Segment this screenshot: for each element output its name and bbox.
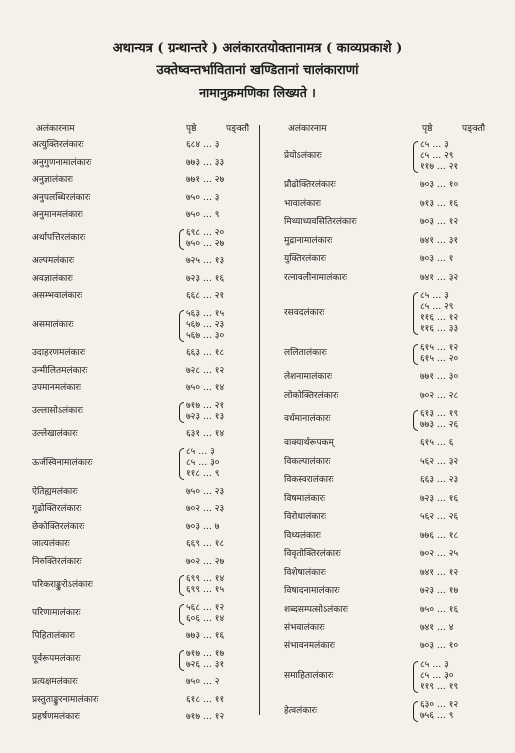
entry-name: विषमालंकारः <box>284 493 326 504</box>
entry-refs <box>186 429 224 440</box>
header-name: अलंकारनाम <box>288 124 327 134</box>
page-line-ref: ७१७ … २१ <box>186 400 225 411</box>
entry-refs <box>186 649 224 671</box>
index-entry <box>26 522 256 540</box>
index-entry <box>278 180 498 198</box>
index-entry <box>278 605 498 623</box>
page-line-ref: ७२३ … १३ <box>186 411 225 422</box>
page-line-ref: ७०२ … २८ <box>420 390 459 401</box>
page-line-ref: ६१८ … ११ <box>186 694 225 705</box>
entry-refs <box>186 309 224 342</box>
index-entry <box>26 210 256 228</box>
page-line-ref: ५६२ … ३२ <box>420 456 459 467</box>
brace-icon <box>179 229 184 250</box>
entry-name: विषादनामालंकारः <box>284 586 340 597</box>
entry-refs <box>186 487 224 498</box>
page-line-ref: ८५ … ३ <box>420 140 449 150</box>
entry-refs <box>420 660 458 693</box>
page-line-ref: ७७१ … ३० <box>420 372 459 383</box>
header-line: पङ्क्तौ <box>462 124 486 134</box>
page-line-ref: ११८ … ९ <box>186 468 220 479</box>
entry-refs <box>186 366 224 377</box>
entry-refs <box>420 140 458 173</box>
page-line-ref: ६९९ … १५ <box>186 585 225 596</box>
page-line-ref: ८५ … ३ <box>186 446 215 457</box>
entry-refs <box>420 199 458 210</box>
index-entry <box>278 531 498 549</box>
index-entry <box>26 677 256 695</box>
header-page: पृष्ठे <box>186 124 197 134</box>
page-line-ref: ६९९ … १४ <box>186 574 225 585</box>
entry-refs <box>420 475 458 486</box>
entry-name: अवज्ञालंकारः <box>32 273 73 284</box>
page-line-ref: ७०२ … २५ <box>420 549 459 560</box>
entry-refs <box>420 549 458 560</box>
brace-icon <box>413 661 418 693</box>
brace-icon <box>413 141 418 173</box>
page-header <box>0 38 515 104</box>
page-line-ref: ७०३ … १० <box>420 641 459 652</box>
entry-name: ऊर्जस्विनामालंकारः <box>32 457 93 468</box>
entry-refs <box>420 494 458 505</box>
index-entry <box>26 309 256 349</box>
index-entry <box>278 586 498 604</box>
brace-icon <box>413 292 418 335</box>
index-entry <box>26 366 256 384</box>
index-entry <box>278 700 498 729</box>
left-column <box>26 124 256 730</box>
brace-icon <box>179 575 184 596</box>
page-line-ref: ७५० … १६ <box>420 604 459 615</box>
entry-name: परिणामालंकारः <box>32 608 81 619</box>
entry-name: विरोधालंकारः <box>284 512 327 523</box>
page-line-ref: ५६७ … २३ <box>186 319 225 330</box>
left-column-header <box>26 124 256 140</box>
entry-name: अल्पमलंकारः <box>32 256 75 267</box>
right-column <box>278 124 498 730</box>
page-line-ref: ६६९ … १८ <box>186 539 225 550</box>
index-entry <box>26 557 256 575</box>
index-entry <box>26 574 256 603</box>
index-entry <box>278 372 498 390</box>
page-line-ref: ७२८ … १२ <box>186 365 225 376</box>
page-line-ref: ५६२ … २६ <box>420 512 459 523</box>
page-line-ref: ११७ … २१ <box>420 162 459 172</box>
index-entry <box>26 383 256 401</box>
entry-name: गूढोक्तिरलंकारः <box>32 504 82 515</box>
entry-name: अनुमानमलंकारः <box>32 210 83 221</box>
entry-refs <box>420 372 458 383</box>
index-entry <box>26 274 256 292</box>
page-line-ref: ८५ … ३० <box>186 457 220 468</box>
page-line-ref: ७७६ … १८ <box>420 530 459 541</box>
brace-icon <box>179 604 184 625</box>
page-line-ref: ८५ … २९ <box>420 151 454 161</box>
page-line-ref: ११६ … ३३ <box>420 324 459 335</box>
index-entry <box>278 475 498 493</box>
entry-name: युक्तिरलंकारः <box>284 254 327 265</box>
entry-refs <box>186 348 224 359</box>
entry-refs <box>186 383 224 394</box>
page-line-ref: ६६३ … २३ <box>420 475 459 486</box>
entry-name: प्रस्तुताङ्कुरनामालंकारः <box>32 694 99 705</box>
page-line-ref: ६१५ … २० <box>420 353 459 364</box>
index-entry <box>26 140 256 158</box>
page-line-ref: ११६ … १२ <box>420 313 459 324</box>
index-entry <box>278 254 498 272</box>
entry-name: लोकोक्तिरलंकारः <box>284 390 339 401</box>
index-entry <box>278 409 498 438</box>
page-line-ref: ७२६ … ३१ <box>186 659 225 670</box>
entry-refs <box>186 291 224 302</box>
page-line-ref: ७०२ … २७ <box>186 556 225 567</box>
entry-name: संभावनमलंकारः <box>284 641 335 652</box>
entry-name: परिकराङ्कुरोऽलंकारः <box>32 579 93 590</box>
entry-refs <box>420 273 458 284</box>
index-entry <box>278 494 498 512</box>
page-line-ref: ७१७ … १२ <box>186 712 225 723</box>
entry-name: पिहितालंकारः <box>32 631 75 642</box>
index-entry <box>278 291 498 342</box>
entry-name: अनुगुणनामालंकारः <box>32 157 92 168</box>
page-line-ref: ७०३ … १२ <box>420 217 459 228</box>
entry-name: प्रेयोऽलंकारः <box>284 151 322 161</box>
entry-name: छेकोक्तिरलंकारः <box>32 521 85 532</box>
entry-name: हेत्वलंकारः <box>284 705 318 716</box>
entry-refs <box>186 256 224 267</box>
header-line-1: अथान्यत्र ( ग्रन्थान्तरे ) अलंकारतयोक्तानामत्र ( काव्यप्रकाशे ) <box>112 41 403 56</box>
entry-refs <box>420 700 458 722</box>
page-line-ref: ७५० … १४ <box>186 383 225 394</box>
entry-name: जात्यलंकारः <box>32 539 70 550</box>
index-entry <box>278 273 498 291</box>
brace-icon <box>413 701 418 722</box>
entry-refs <box>420 568 458 579</box>
entry-refs <box>186 447 219 480</box>
entry-name: असमालंकारः <box>32 319 74 330</box>
brace-icon <box>413 410 418 431</box>
entry-name: रसवदलंकारः <box>284 307 325 318</box>
entry-refs <box>186 210 219 221</box>
page-line-ref: ६१५ … ६ <box>420 438 454 449</box>
brace-icon <box>413 344 418 365</box>
entry-name: शब्दसम्पत्सोऽलंकारः <box>284 604 348 615</box>
page-line-ref: ७७३ … १६ <box>186 631 225 642</box>
page-line-ref: ७१७ … १७ <box>186 648 225 659</box>
index-entry <box>278 549 498 567</box>
page-line-ref: ६८४ … ३ <box>186 140 220 150</box>
page-line-ref: ७०३ … १० <box>420 180 459 191</box>
page-line-ref: ७२३ … १६ <box>186 273 225 284</box>
page-line-ref: ६६८ … २१ <box>186 291 225 302</box>
entry-refs <box>420 623 453 634</box>
index-entry <box>278 236 498 254</box>
page-line-ref: ६०६ … १४ <box>186 613 225 624</box>
entry-refs <box>186 539 224 550</box>
entry-refs <box>420 217 458 228</box>
entry-refs <box>420 457 458 468</box>
page-line-ref: ६६३ … १८ <box>186 348 225 359</box>
index-entry <box>278 568 498 586</box>
entry-refs <box>186 175 224 186</box>
page-line-ref: ५६७ … ३० <box>186 330 225 341</box>
index-entry <box>278 343 498 372</box>
entry-refs <box>186 274 224 285</box>
header-name: अलंकारनाम <box>36 124 75 134</box>
entry-refs <box>186 228 224 250</box>
index-entry <box>26 291 256 309</box>
page-line-ref: ८५ … ३ <box>420 659 449 670</box>
entry-refs <box>420 438 453 449</box>
page-line-ref: ७५० … २ <box>186 677 220 688</box>
index-entry <box>26 401 256 430</box>
page-line-ref: ७७१ … २७ <box>186 175 225 186</box>
entry-refs <box>186 695 224 706</box>
header-page: पृष्ठे <box>422 124 433 134</box>
entry-refs <box>186 158 224 169</box>
entry-refs <box>186 677 219 688</box>
index-entry <box>278 512 498 530</box>
entry-name: ऐतिह्यमलंकारः <box>32 486 78 497</box>
index-entry <box>278 660 498 700</box>
entry-name: प्रहर्षणमलंकारः <box>32 712 80 723</box>
index-entry <box>278 199 498 217</box>
entry-name: लेशनामालंकारः <box>284 372 333 383</box>
entry-name: निरुक्तिरलंकारः <box>32 556 82 567</box>
entry-refs <box>420 641 458 652</box>
index-entry <box>26 447 256 487</box>
entry-refs <box>186 574 224 596</box>
page-line-ref: ६१५ … १२ <box>420 342 459 353</box>
page-line-ref: ६३१ … १४ <box>186 429 225 440</box>
page-line-ref: ६१३ … १९ <box>420 408 459 419</box>
entry-refs <box>420 531 458 542</box>
entry-name: उन्मीलितमलंकारः <box>32 365 88 376</box>
entry-refs <box>420 605 458 616</box>
header-line-3: नामानुक्रमणिका लिख्यते । <box>199 85 316 100</box>
right-column-header <box>278 124 498 140</box>
entry-refs <box>186 712 224 723</box>
page-line-ref: ७०२ … २३ <box>186 504 225 515</box>
brace-icon <box>179 310 184 342</box>
entry-name: विशेषालंकारः <box>284 567 326 578</box>
page-line-ref: ८५ … ३० <box>420 670 454 681</box>
index-entry <box>278 457 498 475</box>
entry-name: वर्धमानालंकारः <box>284 414 331 425</box>
entry-name: विकल्पालंकारः <box>284 456 331 467</box>
index-entry <box>278 623 498 641</box>
page-line-ref: ७५६ … ९ <box>420 711 454 722</box>
entry-name: अर्थापत्तिरलंकारः <box>32 233 86 244</box>
entry-name: उल्लासोऽलंकारः <box>32 406 83 417</box>
entry-refs <box>186 603 224 625</box>
index-entry <box>26 695 256 713</box>
entry-name: उदाहरणमलंकारः <box>32 348 86 359</box>
entry-refs <box>186 631 224 642</box>
entry-refs <box>420 254 453 265</box>
entry-name: उल्लेखालंकारः <box>32 429 78 440</box>
entry-name: उपमानमलंकारः <box>32 383 81 394</box>
entry-name: अत्युक्तिरलंकारः <box>32 140 84 150</box>
index-entry <box>26 487 256 505</box>
entry-name: विवृतोक्तिरलंकारः <box>284 549 341 560</box>
header-line-2: उक्तेष्वन्तर्भावितानां खण्डितानां चालंकाराणां <box>156 63 359 78</box>
page-line-ref: ७४१ … १२ <box>420 567 459 578</box>
page-line-ref: ८५ … २९ <box>420 302 454 313</box>
index-entry <box>26 193 256 211</box>
entry-refs <box>186 140 219 151</box>
page-line-ref: ८५ … ३ <box>420 291 449 302</box>
entry-name: अनुपलब्धिरलंकारः <box>32 192 91 203</box>
entry-refs <box>420 409 458 431</box>
entry-name: विकस्वरालंकारः <box>284 475 334 486</box>
page-line-ref: ७०३ … ७ <box>186 521 220 532</box>
entry-refs <box>186 193 219 204</box>
page-line-ref: ७५० … ३ <box>186 192 220 203</box>
page-line-ref: ७१३ … १६ <box>420 198 459 209</box>
entry-name: प्रत्यक्षमलंकारः <box>32 677 78 688</box>
page-line-ref: ६३० … १२ <box>420 700 459 711</box>
index-entry <box>26 631 256 649</box>
index-entry <box>278 641 498 659</box>
index-entry <box>278 217 498 235</box>
entry-name: वाक्यार्थरूपकम् <box>284 438 334 449</box>
page-line-ref: ७५० … ९ <box>186 210 220 221</box>
page-line-ref: ७७३ … २६ <box>420 419 459 430</box>
index-entry <box>26 712 256 730</box>
brace-icon <box>179 402 184 423</box>
entry-refs <box>420 391 458 402</box>
index-entry <box>26 649 256 678</box>
entry-name: असम्भवालंकारः <box>32 291 83 302</box>
column-divider <box>259 125 260 715</box>
page-line-ref: ६९८ … २० <box>186 227 225 238</box>
page-line-ref: ७२३ … १७ <box>420 586 459 597</box>
page-line-ref: ७२३ … १६ <box>420 493 459 504</box>
page-line-ref: ७५० … २३ <box>186 486 225 497</box>
entry-name: प्रौढोक्तिरलंकारः <box>284 180 336 191</box>
entry-name: मिथ्याध्यवसितिरलंकारः <box>284 217 357 228</box>
brace-icon <box>179 448 184 480</box>
entry-name: भावालंकारः <box>284 198 321 209</box>
page-line-ref: ७४१ … ३१ <box>420 235 459 246</box>
entry-name: ललितालंकारः <box>284 348 327 359</box>
entry-refs <box>420 236 458 247</box>
index-entry <box>26 429 256 447</box>
entry-refs <box>420 343 458 365</box>
page-line-ref: ७२५ … १३ <box>186 256 225 267</box>
index-entry <box>26 158 256 176</box>
entry-refs <box>420 180 458 191</box>
page-line-ref: ११९ … १९ <box>420 681 459 692</box>
page-line-ref: ५६८ … १२ <box>186 602 225 613</box>
page-line-ref: ७५० … २७ <box>186 238 225 249</box>
entry-name: पूर्वरूपमलंकारः <box>32 654 81 665</box>
page-line-ref: ७४१ … ४ <box>420 622 454 633</box>
index-entry <box>26 348 256 366</box>
entry-refs <box>420 586 458 597</box>
entry-name: संभवालंकारः <box>284 622 325 633</box>
entry-refs <box>186 557 224 568</box>
entry-refs <box>420 291 458 335</box>
brace-icon <box>179 650 184 671</box>
entry-refs <box>186 522 219 533</box>
index-entry <box>278 438 498 456</box>
page-line-ref: ५६३ … १५ <box>186 308 225 319</box>
entry-refs <box>186 401 224 423</box>
page-line-ref: ७७३ … ३३ <box>186 157 225 168</box>
entry-name: अनुज्ञालंकारः <box>32 175 73 186</box>
index-entry <box>278 391 498 409</box>
index-entry <box>278 140 498 180</box>
page-line-ref: ७०३ … १ <box>420 254 454 265</box>
entry-refs <box>186 504 224 515</box>
entry-name: मुद्रानामालंकारः <box>284 235 333 246</box>
entry-refs <box>420 512 458 523</box>
index-entry <box>26 256 256 274</box>
index-entry <box>26 228 256 257</box>
index-entry <box>26 539 256 557</box>
page-line-ref: ७४१ … ३२ <box>420 272 459 283</box>
header-line: पङ्क्तौ <box>226 124 250 134</box>
index-entry <box>26 603 256 632</box>
entry-name: रत्नावलीनामालंकारः <box>284 272 348 283</box>
index-entry <box>26 175 256 193</box>
entry-name: विध्यलंकारः <box>284 530 321 541</box>
index-entry <box>26 504 256 522</box>
entry-name: समाहितालंकारः <box>284 670 334 681</box>
